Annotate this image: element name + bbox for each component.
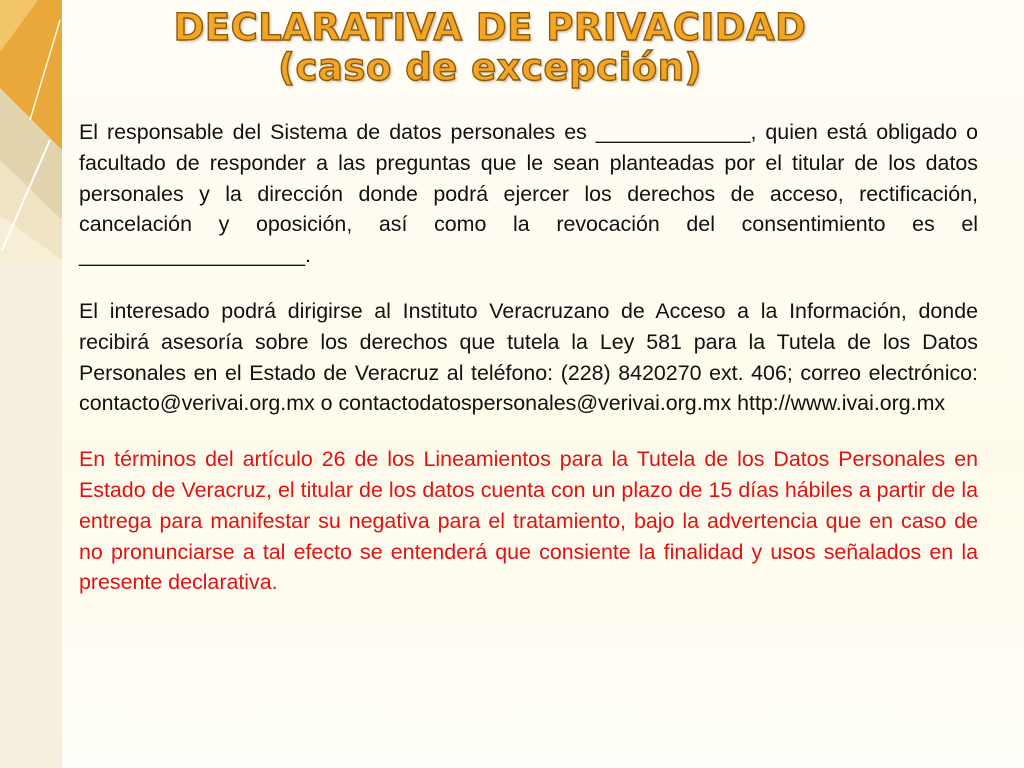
page-title — [160, 8, 820, 88]
paragraph-responsable: El responsable del Sistema de datos personales es _____________, quien está obligado o facultado de responder a las preguntas que le sean planteadas por el titular de los datos personales y la dirección donde podrá ejercer los derechos de acceso, rectificación, cancelación y oposición, así como la revocación del consentimiento es el ___________________. — [79, 120, 978, 268]
declaration-body — [79, 117, 978, 623]
title-line-1: DECLARATIVA DE PRIVACIDAD — [173, 6, 807, 49]
decorative-side-band — [0, 0, 62, 768]
title-line-2: (caso de excepción) — [278, 46, 702, 89]
paragraph-instituto: El interesado podrá dirigirse al Instituto Veracruzano de Acceso a la Información, donde recibirá asesoría sobre los derechos que tutela la Ley 581 para la Tutela de los Datos Personales en el Estado de Veracruz al teléfono: (228) 8420270 ext. 406; correo electrónico: contacto@verivai.org.mx o contactodatospersonales@verivai.org.mx http://www.ivai.org.mx — [79, 298, 978, 416]
paragraph-plazo: En términos del artículo 26 de los Lineamientos para la Tutela de los Datos Personales en Estado de Veracruz, el titular de los datos cuenta con un plazo de 15 días hábiles a partir de la entrega para manifestar su negativa para el tratamiento, bajo la advertencia que en caso de no pronunciarse a tal efecto se entenderá que consiente la finalidad y usos señalados en la presente declarativa. — [79, 447, 978, 595]
